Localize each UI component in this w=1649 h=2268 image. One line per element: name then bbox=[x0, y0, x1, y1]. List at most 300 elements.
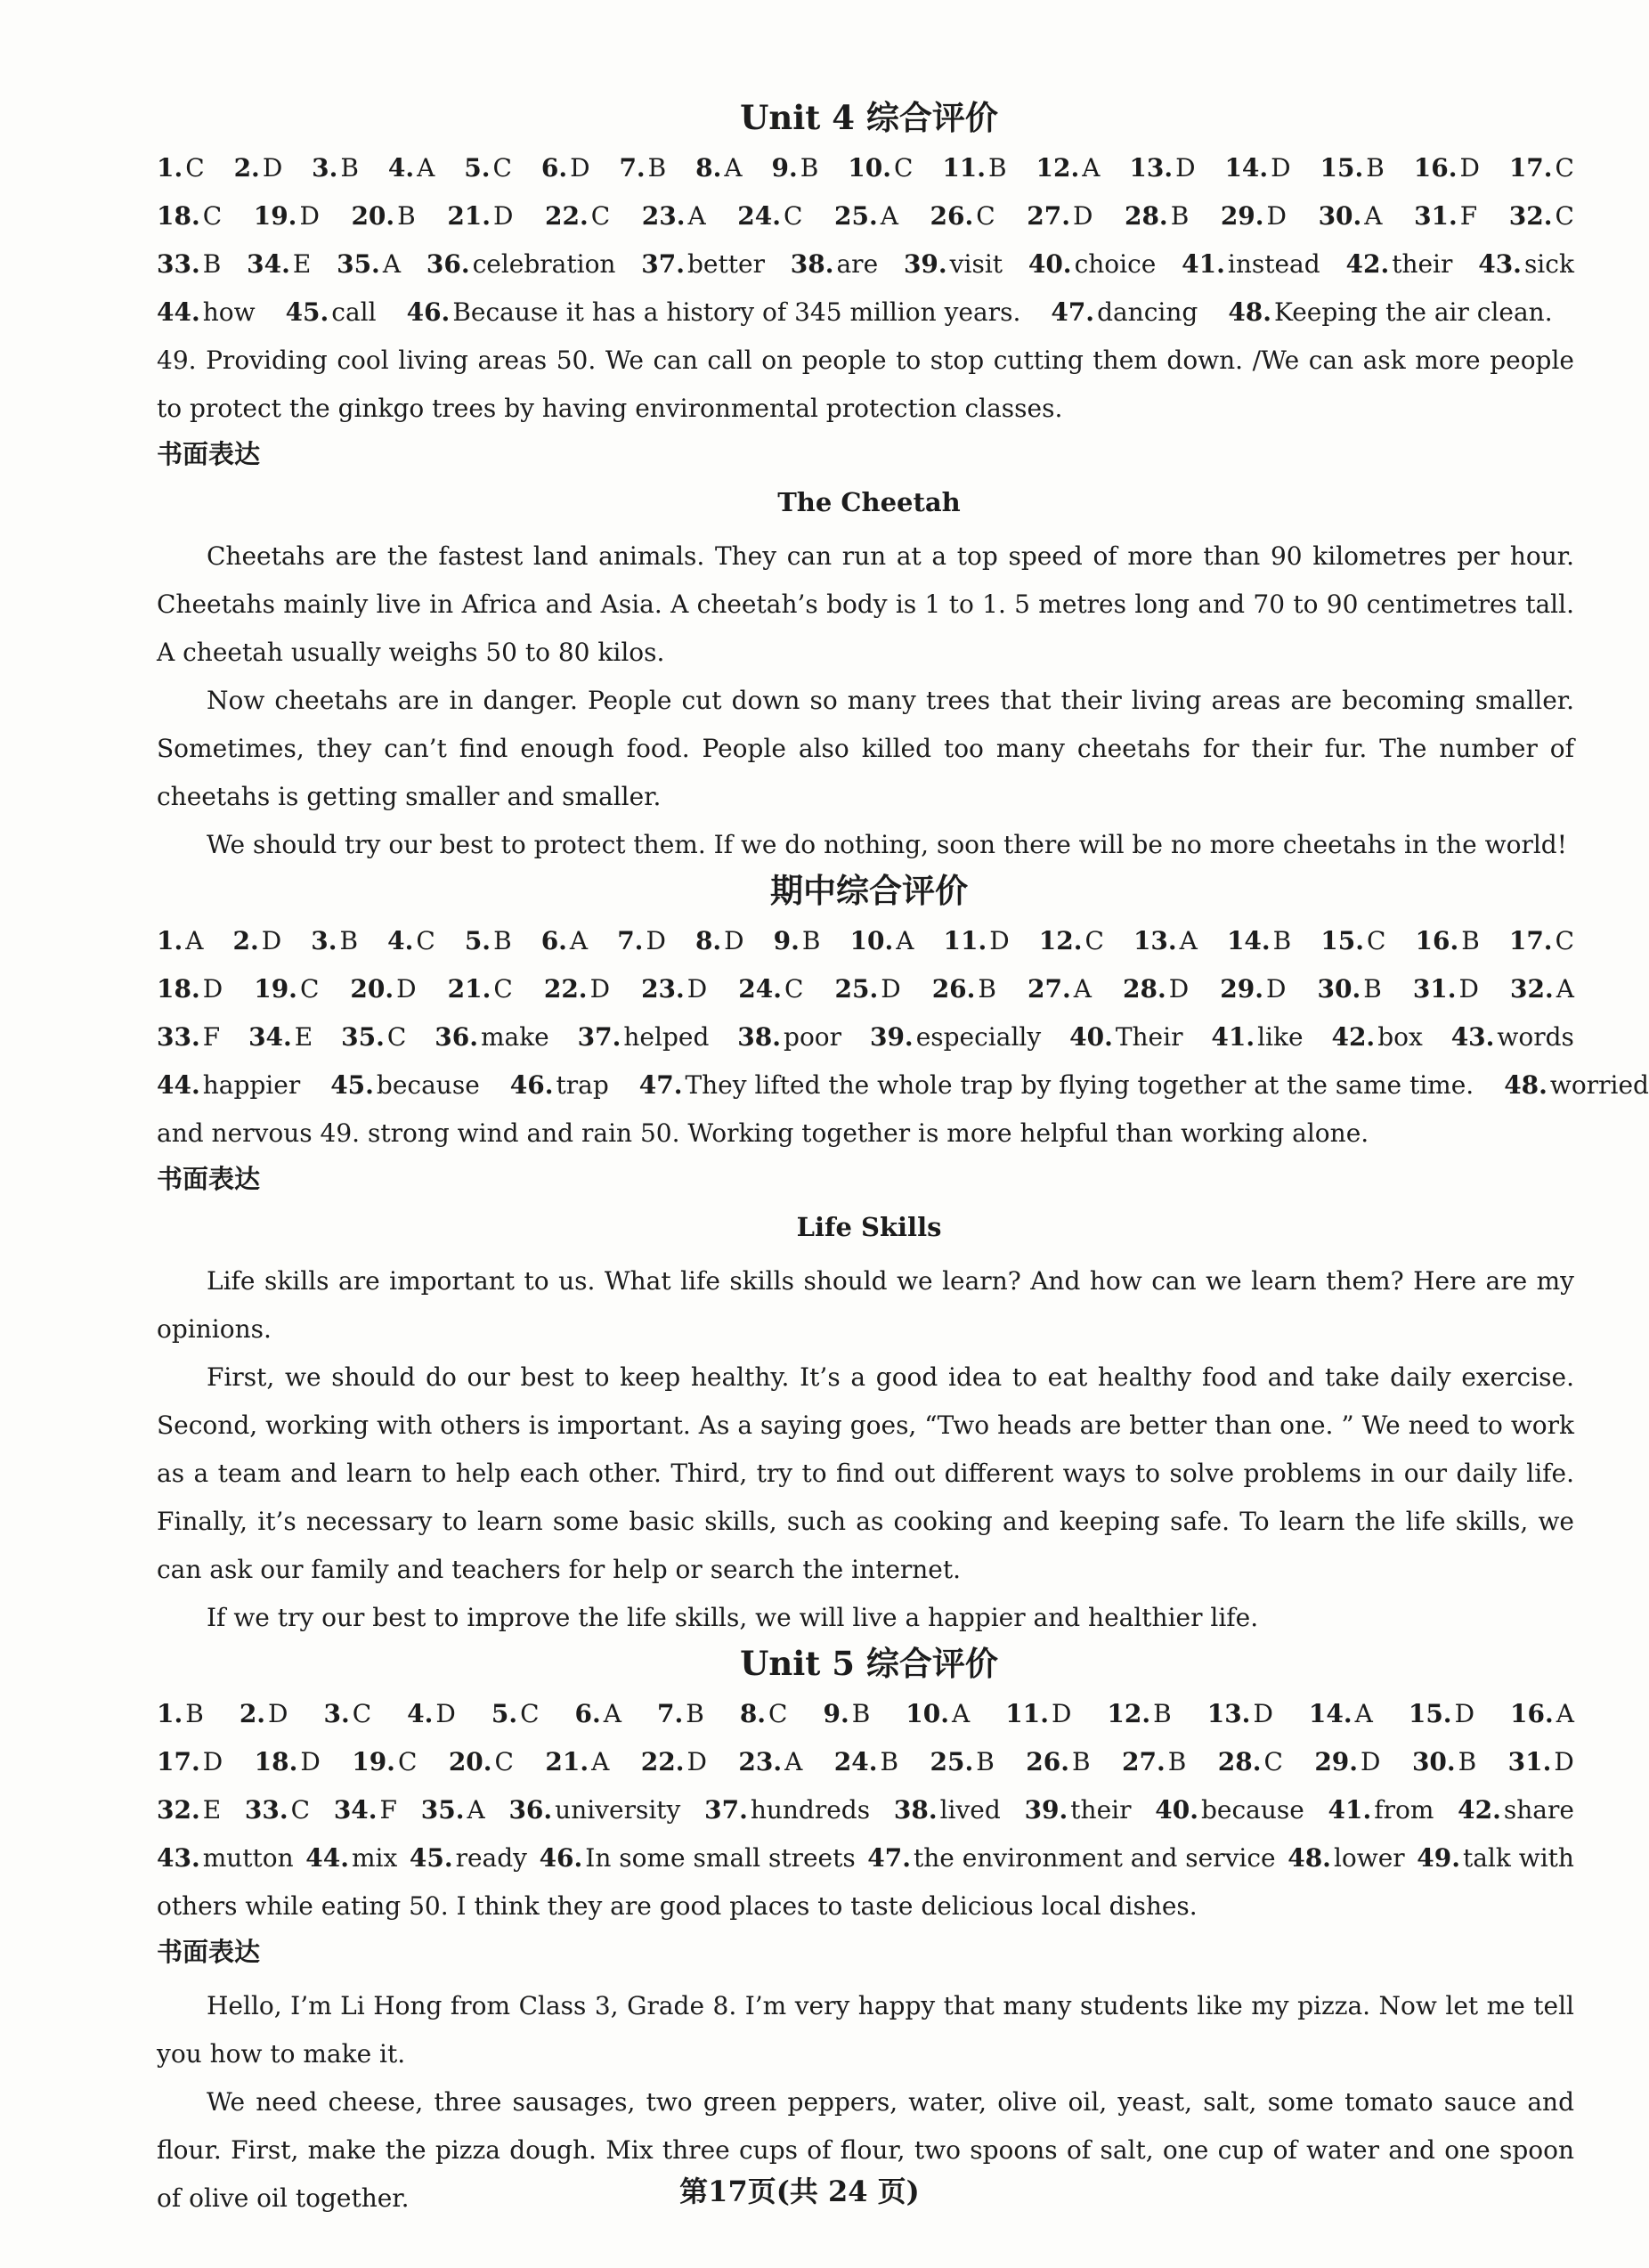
answer-value: A bbox=[896, 926, 914, 955]
question-number: 6. bbox=[540, 153, 568, 183]
answer-item bbox=[1288, 1834, 1404, 1882]
question-number: 45. bbox=[285, 297, 329, 327]
answer-item bbox=[1320, 917, 1385, 965]
question-number: 10. bbox=[906, 1699, 950, 1728]
question-number: 37. bbox=[704, 1795, 748, 1825]
question-number: 31. bbox=[1412, 974, 1457, 1004]
answer-item bbox=[867, 1834, 1275, 1882]
answer-item bbox=[1510, 1690, 1574, 1738]
answer-value: are bbox=[836, 249, 879, 279]
answer-line bbox=[157, 965, 1574, 1013]
question-number: 27. bbox=[1122, 1747, 1166, 1776]
answer-item bbox=[254, 192, 320, 240]
answer-value: D bbox=[1253, 1699, 1273, 1728]
answer-value: dancing bbox=[1097, 297, 1198, 327]
answer-item bbox=[157, 1061, 300, 1110]
question-number: 24. bbox=[737, 201, 781, 231]
answer-value: ready bbox=[455, 1843, 527, 1873]
answer-value: C bbox=[784, 974, 804, 1004]
section bbox=[157, 1642, 1581, 2223]
answer-item bbox=[1508, 1738, 1574, 1786]
question-number: 15. bbox=[1408, 1699, 1452, 1728]
answer-line bbox=[157, 289, 1574, 337]
question-number: 14. bbox=[1308, 1699, 1353, 1728]
answer-item bbox=[447, 192, 513, 240]
question-number: 37. bbox=[641, 249, 685, 279]
answer-item bbox=[1025, 1786, 1132, 1834]
essay-paragraph: Hello, I’m Li Hong from Class 3, Grade 8. I’m very happy that many students like my pizza. Now let me tell you how to make it. bbox=[157, 1991, 1574, 2069]
question-number: 11. bbox=[942, 153, 987, 183]
answer-value: A bbox=[382, 249, 402, 279]
answer-item bbox=[1182, 240, 1320, 289]
answer-item bbox=[1218, 1738, 1283, 1786]
answer-item bbox=[1207, 1690, 1273, 1738]
question-number: 25. bbox=[834, 974, 879, 1004]
answer-value: B bbox=[801, 926, 821, 955]
answer-item bbox=[387, 917, 435, 965]
question-number: 44. bbox=[157, 297, 200, 327]
question-number: 7. bbox=[617, 926, 644, 955]
answer-line bbox=[157, 1013, 1574, 1061]
answer-value: C bbox=[784, 201, 803, 231]
question-number: 12. bbox=[1107, 1699, 1151, 1728]
answer-value: A bbox=[687, 201, 706, 231]
answer-item bbox=[350, 965, 416, 1013]
answer-value: B bbox=[339, 926, 359, 955]
answer-value: C bbox=[1263, 1747, 1283, 1776]
essay-paragraph: Cheetahs are the fastest land animals. They can run at a top speed of more than 90 kilometres per hour. Cheetahs mainly live in Africa and Asia. A cheetah’s body is 1 to 1. 5 metres long and 70 to 90 centimetres tall. A cheetah usually weighs 50 to 80 kilos. bbox=[157, 541, 1574, 667]
answer-value: choice bbox=[1074, 249, 1157, 279]
answer-item bbox=[234, 144, 283, 192]
answer-item bbox=[738, 1738, 802, 1786]
question-number: 25. bbox=[930, 1747, 974, 1776]
answer-value: D bbox=[1072, 201, 1093, 231]
answer-value: B bbox=[976, 1747, 995, 1776]
answer-item bbox=[247, 240, 311, 289]
answer-value: D bbox=[881, 974, 901, 1004]
answer-value: F bbox=[379, 1795, 397, 1825]
question-number: 19. bbox=[352, 1747, 395, 1776]
answer-value: C bbox=[976, 201, 995, 231]
answer-item bbox=[1028, 240, 1157, 289]
question-number: 45. bbox=[409, 1843, 453, 1873]
question-number: 13. bbox=[1129, 153, 1174, 183]
answer-item bbox=[1412, 1738, 1476, 1786]
question-number: 2. bbox=[239, 1699, 266, 1728]
answer-item bbox=[1028, 965, 1092, 1013]
answer-value: hundreds bbox=[750, 1795, 871, 1825]
answer-value: E bbox=[292, 249, 312, 279]
question-number: 13. bbox=[1206, 1699, 1251, 1728]
answer-value: visit bbox=[949, 249, 1003, 279]
question-number: 27. bbox=[1028, 974, 1071, 1004]
answer-item bbox=[157, 1834, 294, 1882]
answer-item bbox=[850, 917, 914, 965]
answer-item bbox=[311, 917, 358, 965]
question-number: 17. bbox=[157, 1747, 200, 1776]
answer-item bbox=[449, 1738, 514, 1786]
answer-value: university bbox=[555, 1795, 681, 1825]
question-number: 7. bbox=[619, 153, 646, 183]
question-number: 27. bbox=[1027, 201, 1070, 231]
answer-value: D bbox=[396, 974, 417, 1004]
page-footer: 第17页(共 24 页) bbox=[679, 2175, 920, 2208]
answer-item bbox=[1320, 144, 1385, 192]
question-number: 11. bbox=[1005, 1699, 1049, 1728]
answer-item bbox=[1413, 965, 1479, 1013]
essay-paragraph: We need cheese, three sausages, two green peppers, water, olive oil, yeast, salt, some tomato sauce and flour. First, make the pizza dough. Mix three cups of flour, two spoons of salt, one cup of water and one spoon of olive oil together. bbox=[157, 2087, 1574, 2213]
section-title: 期中综合评价 bbox=[770, 871, 968, 910]
question-number: 25. bbox=[834, 201, 878, 231]
answer-item bbox=[1107, 1690, 1171, 1738]
answer-value: mix bbox=[352, 1843, 398, 1873]
section bbox=[157, 869, 1649, 1642]
answer-line bbox=[157, 1786, 1574, 1834]
question-number: 1. bbox=[157, 153, 183, 183]
answer-item bbox=[1005, 1690, 1071, 1738]
answer-value: Their bbox=[1115, 1022, 1183, 1052]
answer-value: C bbox=[1084, 926, 1104, 955]
question-number: 26. bbox=[931, 974, 976, 1004]
answer-value: A bbox=[591, 1747, 610, 1776]
answer-item bbox=[834, 192, 898, 240]
answer-value: A bbox=[603, 1699, 621, 1728]
answer-value: C bbox=[352, 1699, 372, 1728]
question-number: 28. bbox=[1123, 974, 1166, 1004]
answer-value: A bbox=[880, 201, 898, 231]
answer-item bbox=[642, 192, 706, 240]
answer-item bbox=[894, 1786, 1001, 1834]
answer-value: the environment and service bbox=[914, 1843, 1276, 1873]
question-number: 32. bbox=[1508, 201, 1553, 231]
question-number: 6. bbox=[574, 1699, 601, 1728]
question-number: 2. bbox=[233, 153, 260, 183]
answer-value: C bbox=[590, 201, 611, 231]
answer-item bbox=[1451, 1013, 1574, 1061]
answer-value: B bbox=[647, 153, 667, 183]
question-number: 45. bbox=[330, 1070, 374, 1100]
question-number: 19. bbox=[254, 974, 297, 1004]
writing-label: 书面表达 bbox=[157, 439, 261, 469]
answer-item bbox=[1328, 1786, 1434, 1834]
question-number: 29. bbox=[1314, 1747, 1359, 1776]
answer-value: words bbox=[1497, 1022, 1574, 1052]
answer-value: A bbox=[1082, 153, 1101, 183]
answer-value: D bbox=[262, 153, 283, 183]
answer-value: B bbox=[1071, 1747, 1091, 1776]
question-number: 31. bbox=[1507, 1747, 1552, 1776]
answer-value: happier bbox=[202, 1070, 301, 1100]
question-number: 36. bbox=[426, 249, 470, 279]
answer-block bbox=[157, 917, 1649, 1158]
question-number: 30. bbox=[1411, 1747, 1456, 1776]
answer-item bbox=[641, 965, 707, 1013]
question-number: 20. bbox=[350, 974, 394, 1004]
question-number: 34. bbox=[333, 1795, 378, 1825]
question-number: 30. bbox=[1318, 201, 1362, 231]
question-number: 33. bbox=[157, 1022, 200, 1052]
answer-item bbox=[157, 917, 203, 965]
answer-item bbox=[233, 917, 282, 965]
answer-item bbox=[245, 1786, 310, 1834]
question-number: 31. bbox=[1414, 201, 1458, 231]
answer-item bbox=[426, 240, 616, 289]
answer-item bbox=[1314, 1738, 1380, 1786]
answer-item bbox=[932, 965, 996, 1013]
answer-item bbox=[544, 965, 610, 1013]
question-number: 9. bbox=[823, 1699, 849, 1728]
answer-value: D bbox=[724, 926, 744, 955]
answer-value: C bbox=[397, 1747, 418, 1776]
answer-value: B bbox=[1153, 1699, 1172, 1728]
answer-value: instead bbox=[1227, 249, 1320, 279]
answer-item bbox=[157, 1690, 204, 1738]
question-number: 36. bbox=[508, 1795, 553, 1825]
question-number: 8. bbox=[739, 1699, 767, 1728]
question-number: 6. bbox=[540, 926, 567, 955]
answer-item bbox=[1416, 917, 1480, 965]
question-number: 28. bbox=[1217, 1747, 1262, 1776]
answer-value: E bbox=[294, 1022, 313, 1052]
answer-value: A bbox=[185, 926, 204, 955]
question-number: 40. bbox=[1028, 249, 1072, 279]
answer-item bbox=[930, 1738, 995, 1786]
answer-value: B bbox=[1363, 974, 1382, 1004]
question-number: 38. bbox=[893, 1795, 938, 1825]
question-number: 12. bbox=[1038, 926, 1083, 955]
question-number: 43. bbox=[157, 1843, 200, 1873]
answer-item bbox=[157, 240, 221, 289]
answer-value: A bbox=[1073, 974, 1092, 1004]
question-number: 11. bbox=[943, 926, 987, 955]
answer-value: D bbox=[570, 153, 590, 183]
question-number: 10. bbox=[848, 153, 891, 183]
answer-item bbox=[695, 917, 744, 965]
answer-item bbox=[248, 1013, 313, 1061]
question-number: 46. bbox=[406, 297, 451, 327]
question-number: 23. bbox=[641, 974, 685, 1004]
answer-value: sick bbox=[1523, 249, 1574, 279]
answer-value: B bbox=[185, 1699, 204, 1728]
answer-item bbox=[1125, 192, 1189, 240]
question-number: 24. bbox=[833, 1747, 878, 1776]
answer-value: B bbox=[397, 201, 416, 231]
answer-item bbox=[639, 1061, 1474, 1110]
answer-value: B bbox=[1458, 1747, 1477, 1776]
answer-item bbox=[1345, 240, 1452, 289]
answer-item bbox=[834, 965, 900, 1013]
answer-value: from bbox=[1374, 1795, 1434, 1825]
answer-value: D bbox=[1361, 1747, 1381, 1776]
answer-item bbox=[1026, 1738, 1090, 1786]
question-number: 1. bbox=[157, 926, 183, 955]
answer-tail: and nervous 49. strong wind and rain 50. Working together is more helpful than working alone. bbox=[157, 1118, 1369, 1148]
answer-value: D bbox=[686, 974, 708, 1004]
answer-value: C bbox=[893, 153, 914, 183]
answer-value: poor bbox=[784, 1022, 842, 1052]
question-number: 13. bbox=[1133, 926, 1177, 955]
answer-value: D bbox=[202, 1747, 223, 1776]
answer-item bbox=[157, 1738, 223, 1786]
answer-value: trap bbox=[556, 1070, 609, 1100]
answer-item bbox=[352, 1738, 417, 1786]
answer-value: D bbox=[268, 1699, 288, 1728]
answer-value: their bbox=[1070, 1795, 1132, 1825]
answer-item bbox=[330, 1061, 480, 1110]
answer-block bbox=[157, 1690, 1581, 1931]
answer-item bbox=[448, 965, 513, 1013]
answer-item bbox=[1309, 1690, 1373, 1738]
answer-value: D bbox=[686, 1747, 707, 1776]
answer-item bbox=[617, 917, 666, 965]
question-number: 14. bbox=[1224, 153, 1269, 183]
question-number: 9. bbox=[771, 153, 798, 183]
question-number: 3. bbox=[312, 153, 338, 183]
answer-value: like bbox=[1257, 1022, 1304, 1052]
section-title: Unit 5 综合评价 bbox=[740, 1644, 998, 1683]
answer-line bbox=[157, 1061, 1649, 1110]
answer-value: C bbox=[1367, 926, 1386, 955]
answer-item bbox=[1069, 1013, 1182, 1061]
question-number: 18. bbox=[157, 201, 200, 231]
section-title: Unit 4 综合评价 bbox=[740, 98, 998, 137]
answer-item bbox=[704, 1786, 870, 1834]
question-number: 47. bbox=[638, 1070, 683, 1100]
question-number: 21. bbox=[545, 1747, 589, 1776]
answer-line bbox=[157, 917, 1574, 965]
answer-value: A bbox=[1364, 201, 1383, 231]
answer-item bbox=[312, 144, 359, 192]
answer-value: D bbox=[1459, 153, 1480, 183]
answer-value: A bbox=[724, 153, 743, 183]
answer-value: D bbox=[1554, 1747, 1574, 1776]
answer-item bbox=[575, 1690, 621, 1738]
answer-value: celebration bbox=[472, 249, 616, 279]
essay-paragraph: Life skills are important to us. What life skills should we learn? And how can we learn them? Here are my opinions. bbox=[157, 1266, 1574, 1344]
question-number: 26. bbox=[930, 201, 974, 231]
answer-item bbox=[848, 144, 913, 192]
answer-value: D bbox=[1175, 153, 1196, 183]
question-number: 40. bbox=[1069, 1022, 1113, 1052]
question-number: 43. bbox=[1478, 249, 1522, 279]
answer-value: A bbox=[417, 153, 435, 183]
question-number: 29. bbox=[1220, 201, 1264, 231]
question-number: 35. bbox=[341, 1022, 385, 1052]
question-number: 38. bbox=[790, 249, 834, 279]
answer-item bbox=[641, 1738, 707, 1786]
question-number: 26. bbox=[1026, 1747, 1069, 1776]
answer-value: D bbox=[202, 974, 223, 1004]
question-number: 32. bbox=[157, 1795, 200, 1825]
answer-value: C bbox=[1555, 926, 1574, 955]
writing-label: 书面表达 bbox=[157, 1937, 261, 1967]
question-number: 29. bbox=[1220, 974, 1263, 1004]
answer-item bbox=[1414, 192, 1477, 240]
question-number: 39. bbox=[1024, 1795, 1068, 1825]
answer-value: their bbox=[1392, 249, 1453, 279]
answer-value: better bbox=[687, 249, 765, 279]
answer-item bbox=[1331, 1013, 1422, 1061]
answer-value: D bbox=[1266, 201, 1287, 231]
answer-item bbox=[791, 240, 878, 289]
answer-item bbox=[465, 917, 512, 965]
question-number: 44. bbox=[305, 1843, 349, 1873]
answer-value: D bbox=[589, 974, 611, 1004]
answer-value: D bbox=[1265, 974, 1287, 1004]
answer-value: E bbox=[202, 1795, 222, 1825]
question-number: 18. bbox=[254, 1747, 298, 1776]
answer-value: D bbox=[435, 1699, 456, 1728]
question-number: 40. bbox=[1155, 1795, 1198, 1825]
question-number: 9. bbox=[773, 926, 800, 955]
question-number: 46. bbox=[509, 1070, 554, 1100]
answer-value: call bbox=[331, 297, 377, 327]
sections-container bbox=[157, 96, 1649, 2223]
essay-paragraph: Now cheetahs are in danger. People cut down so many trees that their living areas are becoming smaller. Sometimes, they can’t find enough food. People also killed too many cheetahs for their fur. The number of cheetahs is getting smaller and smaller. bbox=[157, 686, 1574, 811]
answer-line bbox=[157, 240, 1574, 289]
answer-item bbox=[1220, 965, 1286, 1013]
question-number: 35. bbox=[337, 249, 380, 279]
question-number: 49. bbox=[1417, 1843, 1460, 1873]
question-number: 34. bbox=[248, 1022, 292, 1052]
answer-item bbox=[410, 1834, 527, 1882]
question-number: 17. bbox=[1508, 926, 1553, 955]
answer-item bbox=[341, 1013, 406, 1061]
answer-tail: others while eating 50. I think they are good places to taste delicious local dishes. bbox=[157, 1891, 1198, 1921]
question-number: 38. bbox=[737, 1022, 782, 1052]
answer-item bbox=[1133, 917, 1198, 965]
answer-item bbox=[157, 965, 223, 1013]
question-number: 47. bbox=[867, 1843, 912, 1873]
answer-item bbox=[464, 144, 512, 192]
answer-value: C bbox=[768, 1699, 788, 1728]
answer-value: A bbox=[952, 1699, 971, 1728]
question-number: 8. bbox=[695, 926, 722, 955]
answer-tail: 49. Providing cool living areas 50. We can call on people to stop cutting them down. /We can ask more people to protect the ginkgo trees by having environmental protection classes. bbox=[157, 345, 1574, 423]
answer-line bbox=[157, 144, 1574, 192]
answer-value: D bbox=[1454, 1699, 1475, 1728]
answer-value: B bbox=[800, 153, 819, 183]
answer-value: D bbox=[299, 201, 320, 231]
writing-label: 书面表达 bbox=[157, 1164, 261, 1194]
question-number: 20. bbox=[351, 201, 395, 231]
answer-value: A bbox=[1354, 1699, 1373, 1728]
answer-item bbox=[930, 192, 995, 240]
question-number: 21. bbox=[447, 201, 491, 231]
answer-item bbox=[1504, 1061, 1649, 1110]
question-number: 2. bbox=[232, 926, 259, 955]
answer-item bbox=[1458, 1786, 1574, 1834]
question-number: 21. bbox=[447, 974, 491, 1004]
answer-value: B bbox=[1170, 201, 1190, 231]
essay-paragraph: We should try our best to protect them. If we do nothing, soon there will be no more cheetahs in the world! bbox=[207, 830, 1567, 859]
answer-item bbox=[1409, 1690, 1474, 1738]
answer-item bbox=[286, 289, 377, 337]
question-number: 22. bbox=[543, 974, 588, 1004]
answer-item bbox=[157, 1013, 220, 1061]
answer-value: B bbox=[340, 153, 359, 183]
question-number: 35. bbox=[420, 1795, 465, 1825]
answer-value: B bbox=[880, 1747, 899, 1776]
answer-item bbox=[1478, 240, 1574, 289]
answer-value: B bbox=[1272, 926, 1292, 955]
question-number: 39. bbox=[903, 249, 947, 279]
answer-item bbox=[1211, 1013, 1303, 1061]
answer-item bbox=[491, 1690, 540, 1738]
answer-value: D bbox=[1051, 1699, 1072, 1728]
answer-value: B bbox=[851, 1699, 871, 1728]
answer-value: D bbox=[1168, 974, 1190, 1004]
